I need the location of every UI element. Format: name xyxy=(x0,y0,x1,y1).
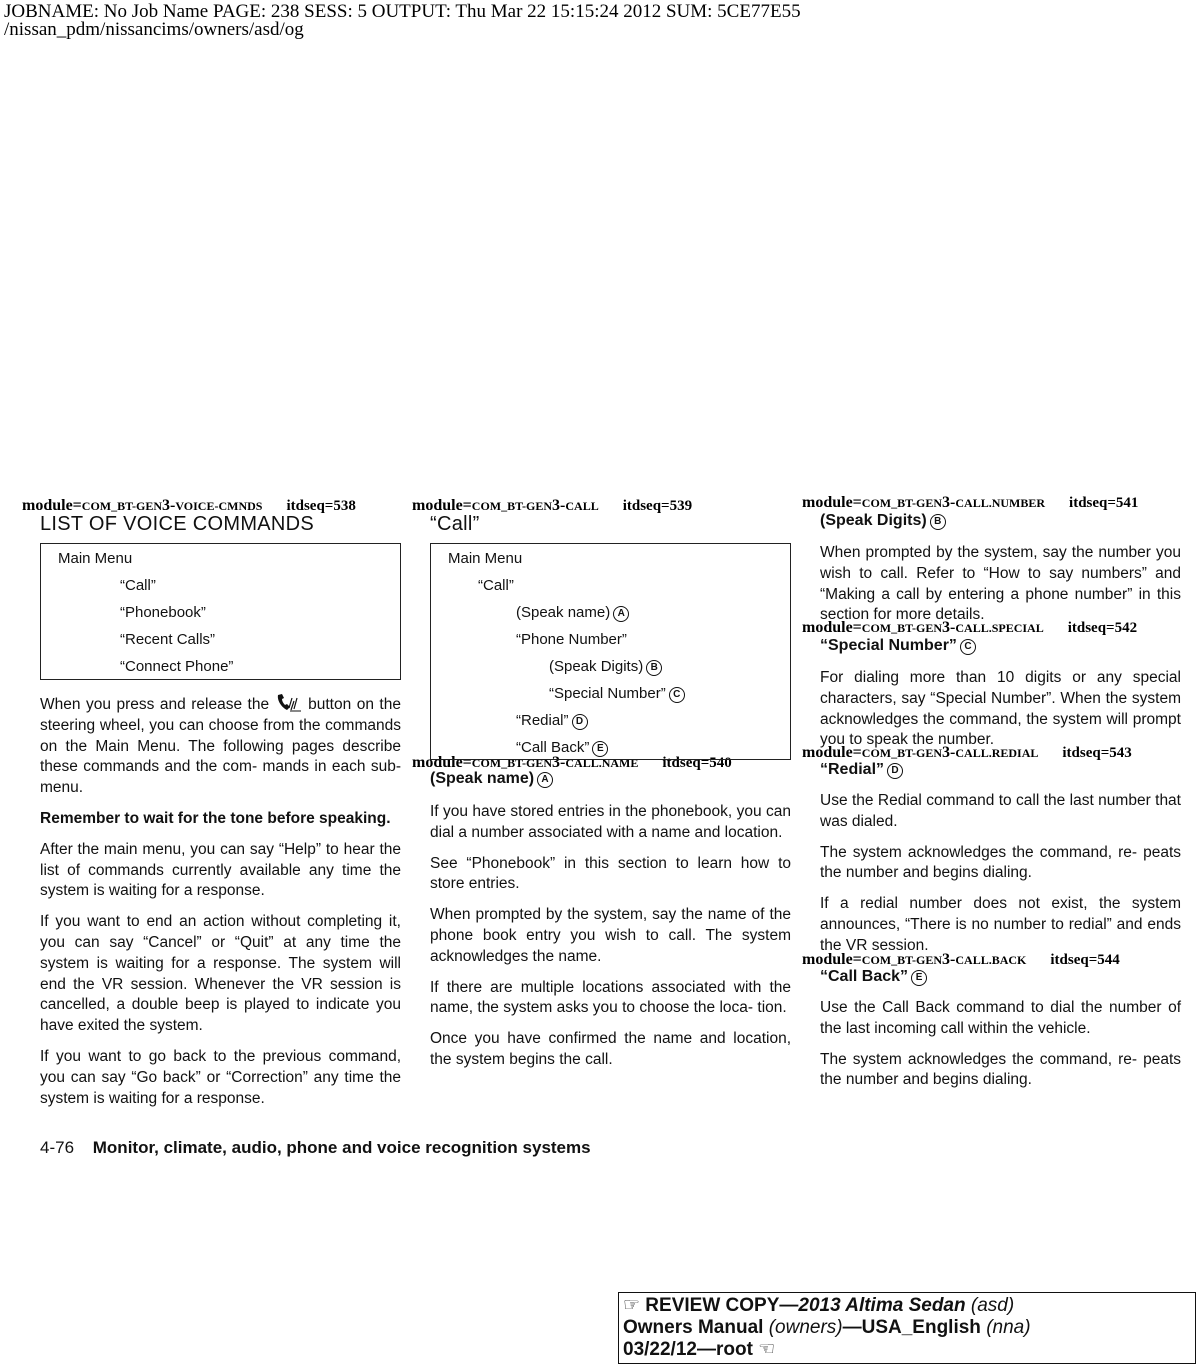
review-line-2: Owners Manual (owners)—USA_English (nna) xyxy=(623,1317,1031,1338)
column-1-body xyxy=(40,692,401,1119)
module-marker-540: module=COM_BT-GEN3-CALL.NAME itdseq=540 xyxy=(412,754,732,771)
paragraph: If there are multiple locations associated with the name, the system asks you to choose the loca- tion. xyxy=(430,978,791,1017)
paragraph: See “Phonebook” in this section to learn how to store entries. xyxy=(430,854,791,893)
main-menu-box xyxy=(40,543,401,680)
paragraph: Use the Call Back command to dial the number of the last incoming call within the vehicle. xyxy=(820,999,1181,1037)
paragraph: Once you have confirmed the name and location, the system begins the call. xyxy=(430,1030,791,1068)
paragraph: When prompted by the system, say the number you wish to call. Refer to “How to say numbers” and “Making a call by entering a phone number” in this section for more details. xyxy=(820,544,1181,624)
redial-body xyxy=(820,791,1181,967)
menu-item-recent-calls: “Recent Calls” xyxy=(120,631,216,648)
call-menu-box xyxy=(430,543,791,760)
section-heading-call: “Call” xyxy=(430,513,480,535)
marker-b-icon: B xyxy=(646,660,662,676)
phone-voice-button-icon xyxy=(275,692,303,714)
menu-item-phonebook: “Phonebook” xyxy=(120,604,206,621)
sub-heading-speak-digits: (Speak Digits) B xyxy=(820,512,946,530)
paragraph: When you press and release the button on the steering wheel, you can choose from the commands on the Main Menu. The following pages describe these commands and the com- mands in each sub-menu. xyxy=(40,692,401,799)
module-marker-542: module=COM_BT-GEN3-CALL.SPECIAL itdseq=542 xyxy=(802,619,1138,636)
review-line-1: ☞ REVIEW COPY—2013 Altima Sedan (asd) xyxy=(623,1295,1015,1316)
module-marker-539: module=COM_BT-GEN3-CALL itdseq=539 xyxy=(412,497,693,514)
paragraph: If a redial number does not exist, the system announces, “There is no number to redial” and ends the VR session. xyxy=(820,895,1181,954)
menu-item-speak-digits: (Speak Digits) B xyxy=(549,658,662,676)
module-marker-538: module=COM_BT-GEN3-VOICE-CMNDS itdseq=538 xyxy=(22,497,356,514)
page-number: 4-76 xyxy=(40,1138,75,1157)
marker-e-icon: E xyxy=(911,970,927,986)
paragraph: When prompted by the system, say the name of the phone book entry you wish to call. The system acknowledges the name. xyxy=(430,906,791,965)
marker-d-icon: D xyxy=(887,763,903,779)
page-footer xyxy=(40,1138,591,1158)
marker-a-icon: A xyxy=(537,772,553,788)
menu-item-speak-name: (Speak name) A xyxy=(516,604,629,622)
review-copy-box xyxy=(618,1292,1196,1364)
marker-e-icon: E xyxy=(592,741,608,757)
marker-d-icon: D xyxy=(572,714,588,730)
paragraph: The system acknowledges the command, re- peats the number and begins dialing. xyxy=(820,843,1181,882)
paragraph: If you want to end an action without completing it, you can say “Cancel” or “Quit” at any time the system is waiting for a response. The system will end the VR session. Whenever the VR session is cancelled, a double beep is played to indicate you have exited the system. xyxy=(40,913,401,1035)
sub-heading-special-number: “Special Number” C xyxy=(820,637,976,655)
paragraph: The system acknowledges the command, re- peats the number and begins dialing. xyxy=(820,1050,1181,1089)
menu-item-call-back: “Call Back” E xyxy=(516,739,608,757)
section-heading-voice-commands: LIST OF VOICE COMMANDS xyxy=(40,513,315,535)
column-2-body xyxy=(430,802,791,1081)
job-header-line-2: /nissan_pdm/nissancims/owners/asd/og xyxy=(4,19,304,40)
special-number-body xyxy=(820,668,1181,761)
marker-a-icon: A xyxy=(613,606,629,622)
paragraph: Use the Redial command to call the last number that was dialed. xyxy=(820,792,1181,830)
sub-heading-call-back: “Call Back” E xyxy=(820,968,927,986)
module-marker-544: module=COM_BT-GEN3-CALL.BACK itdseq=544 xyxy=(802,951,1120,968)
job-header-line-1: JOBNAME: No Job Name PAGE: 238 SESS: 5 OUTPUT: Thu Mar 22 15:15:24 2012 SUM: 5CE77E55 xyxy=(4,1,801,22)
marker-c-icon: C xyxy=(669,687,685,703)
menu-item-connect-phone: “Connect Phone” xyxy=(120,658,234,675)
paragraph: For dialing more than 10 digits or any special characters, say “Special Number”. When the system acknowledges the command, the system will prompt you to speak the number. xyxy=(820,669,1181,749)
speak-digits-body xyxy=(820,543,1181,636)
review-line-3: 03/22/12—root ☜ xyxy=(623,1339,776,1360)
marker-b-icon: B xyxy=(930,514,946,530)
module-marker-541: module=COM_BT-GEN3-CALL.NUMBER itdseq=541 xyxy=(802,494,1139,511)
sub-heading-speak-name: (Speak name) A xyxy=(430,770,553,788)
menu-item-main: Main Menu xyxy=(448,550,523,567)
menu-item-phone-number: “Phone Number” xyxy=(516,631,627,648)
paragraph: If you want to go back to the previous command, you can say “Go back” or “Correction” any time the system is waiting for a response. xyxy=(40,1047,401,1107)
menu-item-main: Main Menu xyxy=(58,550,133,567)
sub-heading-redial: “Redial” D xyxy=(820,761,903,779)
menu-item-call: “Call” xyxy=(120,577,156,594)
chapter-title: Monitor, climate, audio, phone and voice recognition systems xyxy=(92,1138,591,1157)
paragraph: After the main menu, you can say “Help” to hear the list of commands currently available any time the system is waiting for a response. xyxy=(40,840,401,900)
module-marker-543: module=COM_BT-GEN3-CALL.REDIAL itdseq=543 xyxy=(802,744,1132,761)
paragraph: If you have stored entries in the phonebook, you can dial a number associated with a name and location. xyxy=(430,803,791,841)
menu-item-special-number: “Special Number” C xyxy=(549,685,685,703)
paragraph: Remember to wait for the tone before speaking. xyxy=(40,809,391,827)
menu-item-redial: “Redial” D xyxy=(516,712,588,730)
marker-c-icon: C xyxy=(960,639,976,655)
call-back-body xyxy=(820,998,1181,1101)
menu-item-call: “Call” xyxy=(478,577,514,594)
